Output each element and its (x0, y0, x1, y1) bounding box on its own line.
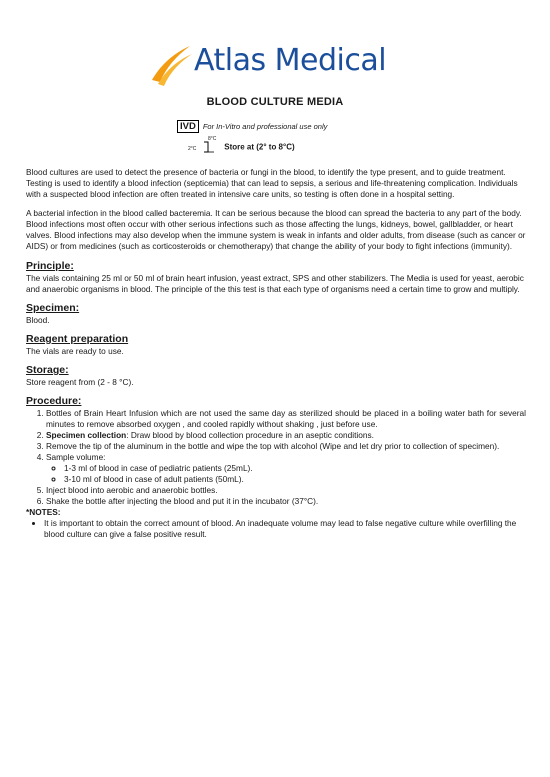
ivd-text: For In-Vitro and professional use only (202, 122, 328, 131)
procedure-step-2-bold: Specimen collection (46, 430, 127, 440)
procedure-step-1: 1. Bottles of Brain Heart Infusion which are not used the same day as sterilized should be placed in a boiling water bath for several minutes to remove absorbed oxygen , and cooled rapidly without shaking , just before use. (46, 408, 526, 430)
notes-heading: *NOTES: (26, 507, 61, 517)
document-body (26, 167, 526, 547)
reagent-heading: Reagent preparation (26, 333, 129, 345)
principle-heading: Principle: (26, 260, 74, 272)
procedure-heading: Procedure: (26, 395, 82, 407)
specimen-heading: Specimen: (26, 302, 80, 314)
atlas-medical-logo (146, 40, 406, 90)
temperature-low-label: 2°C (188, 146, 197, 152)
sample-volume-list (46, 463, 526, 485)
procedure-step-4-text: Sample volume: (46, 452, 106, 462)
temperature-high-label: 8°C (208, 136, 217, 142)
reagent-text: The vials are ready to use. (26, 346, 124, 356)
principle-section (26, 260, 526, 295)
storage-section (26, 364, 526, 388)
procedure-step-2 (46, 430, 526, 441)
logo-text: Atlas Medical (194, 43, 387, 78)
specimen-text: Blood. (26, 315, 50, 325)
specimen-section (26, 302, 526, 326)
logo-swoosh-icon (146, 40, 196, 90)
procedure-step-2-text: : Draw blood by blood collection procedure in an aseptic conditions. (126, 430, 374, 440)
procedure-steps (26, 408, 526, 507)
sample-volume-item: ◦ 1-3 ml of blood in case of pediatric patients (25mL). (64, 463, 526, 474)
reagent-section (26, 333, 526, 357)
principle-text: The vials containing 25 ml or 50 ml of brain heart infusion, yeast extract, SPS and other stabilizers. The Media is used for yeast, aerobic and anaerobic organisms in blood. The principle of the this test is that each type of organisms need a certain time to grow and multiply. (26, 273, 524, 294)
intro-paragraph-2: A bacterial infection in the blood called bacteremia. It can be serious because the blood can spread the bacteria to any part of the body. Blood infections most often occur with other serious infections such as those affecting the lungs, kidneys, bowel, gallbladder, or heart valves. Blood infections may also develop when the immune system is weak in infants and older adults, from disease (such as cancer or AIDS) or from medicines (such as corticosteroids or chemotherapy) that change the ability of your body to fight infections (immunity). (26, 208, 526, 251)
document-title: BLOOD CULTURE MEDIA (206, 96, 344, 108)
storage-text: Store reagent from (2 - 8 °C). (26, 377, 134, 387)
procedure-section (26, 395, 526, 540)
ivd-badge: IVD (177, 120, 199, 133)
note-item: • It is important to obtain the correct amount of blood. An inadequate volume may lead to false negative culture while overfilling the blood culture can give a false positive result. (44, 518, 526, 540)
procedure-step-4 (46, 452, 526, 485)
sample-volume-item: ◦ 3-10 ml of blood in case of adult patients (50mL). (64, 474, 526, 485)
temperature-limit-icon (188, 136, 220, 154)
storage-symbol-line (188, 136, 295, 154)
storage-symbol-text: Store at (2° to 8°C) (224, 142, 295, 152)
storage-heading: Storage: (26, 364, 69, 376)
procedure-step-5: 5. Inject blood into aerobic and anaerobic bottles. (46, 485, 526, 496)
procedure-step-3: 3. Remove the tip of the aluminum in the bottle and wipe the top with alcohol (Wipe and let dry prior to collection of specimen). (46, 441, 526, 452)
ivd-statement (177, 120, 327, 133)
notes-list (26, 518, 526, 540)
intro-paragraph-1: Blood cultures are used to detect the presence of bacteria or fungi in the blood, to identify the type present, and to guide treatment. Testing is used to identify a blood infection (septicemia) that can lead to sepsis, a serious and life-threatening complication. Individuals with a suspected blood infection are often treated in intensive care units, so testing is often done in a hospital setting. (26, 167, 518, 199)
procedure-step-6: 6. Shake the bottle after injecting the blood and put it in the incubator (37°C). (46, 496, 526, 507)
